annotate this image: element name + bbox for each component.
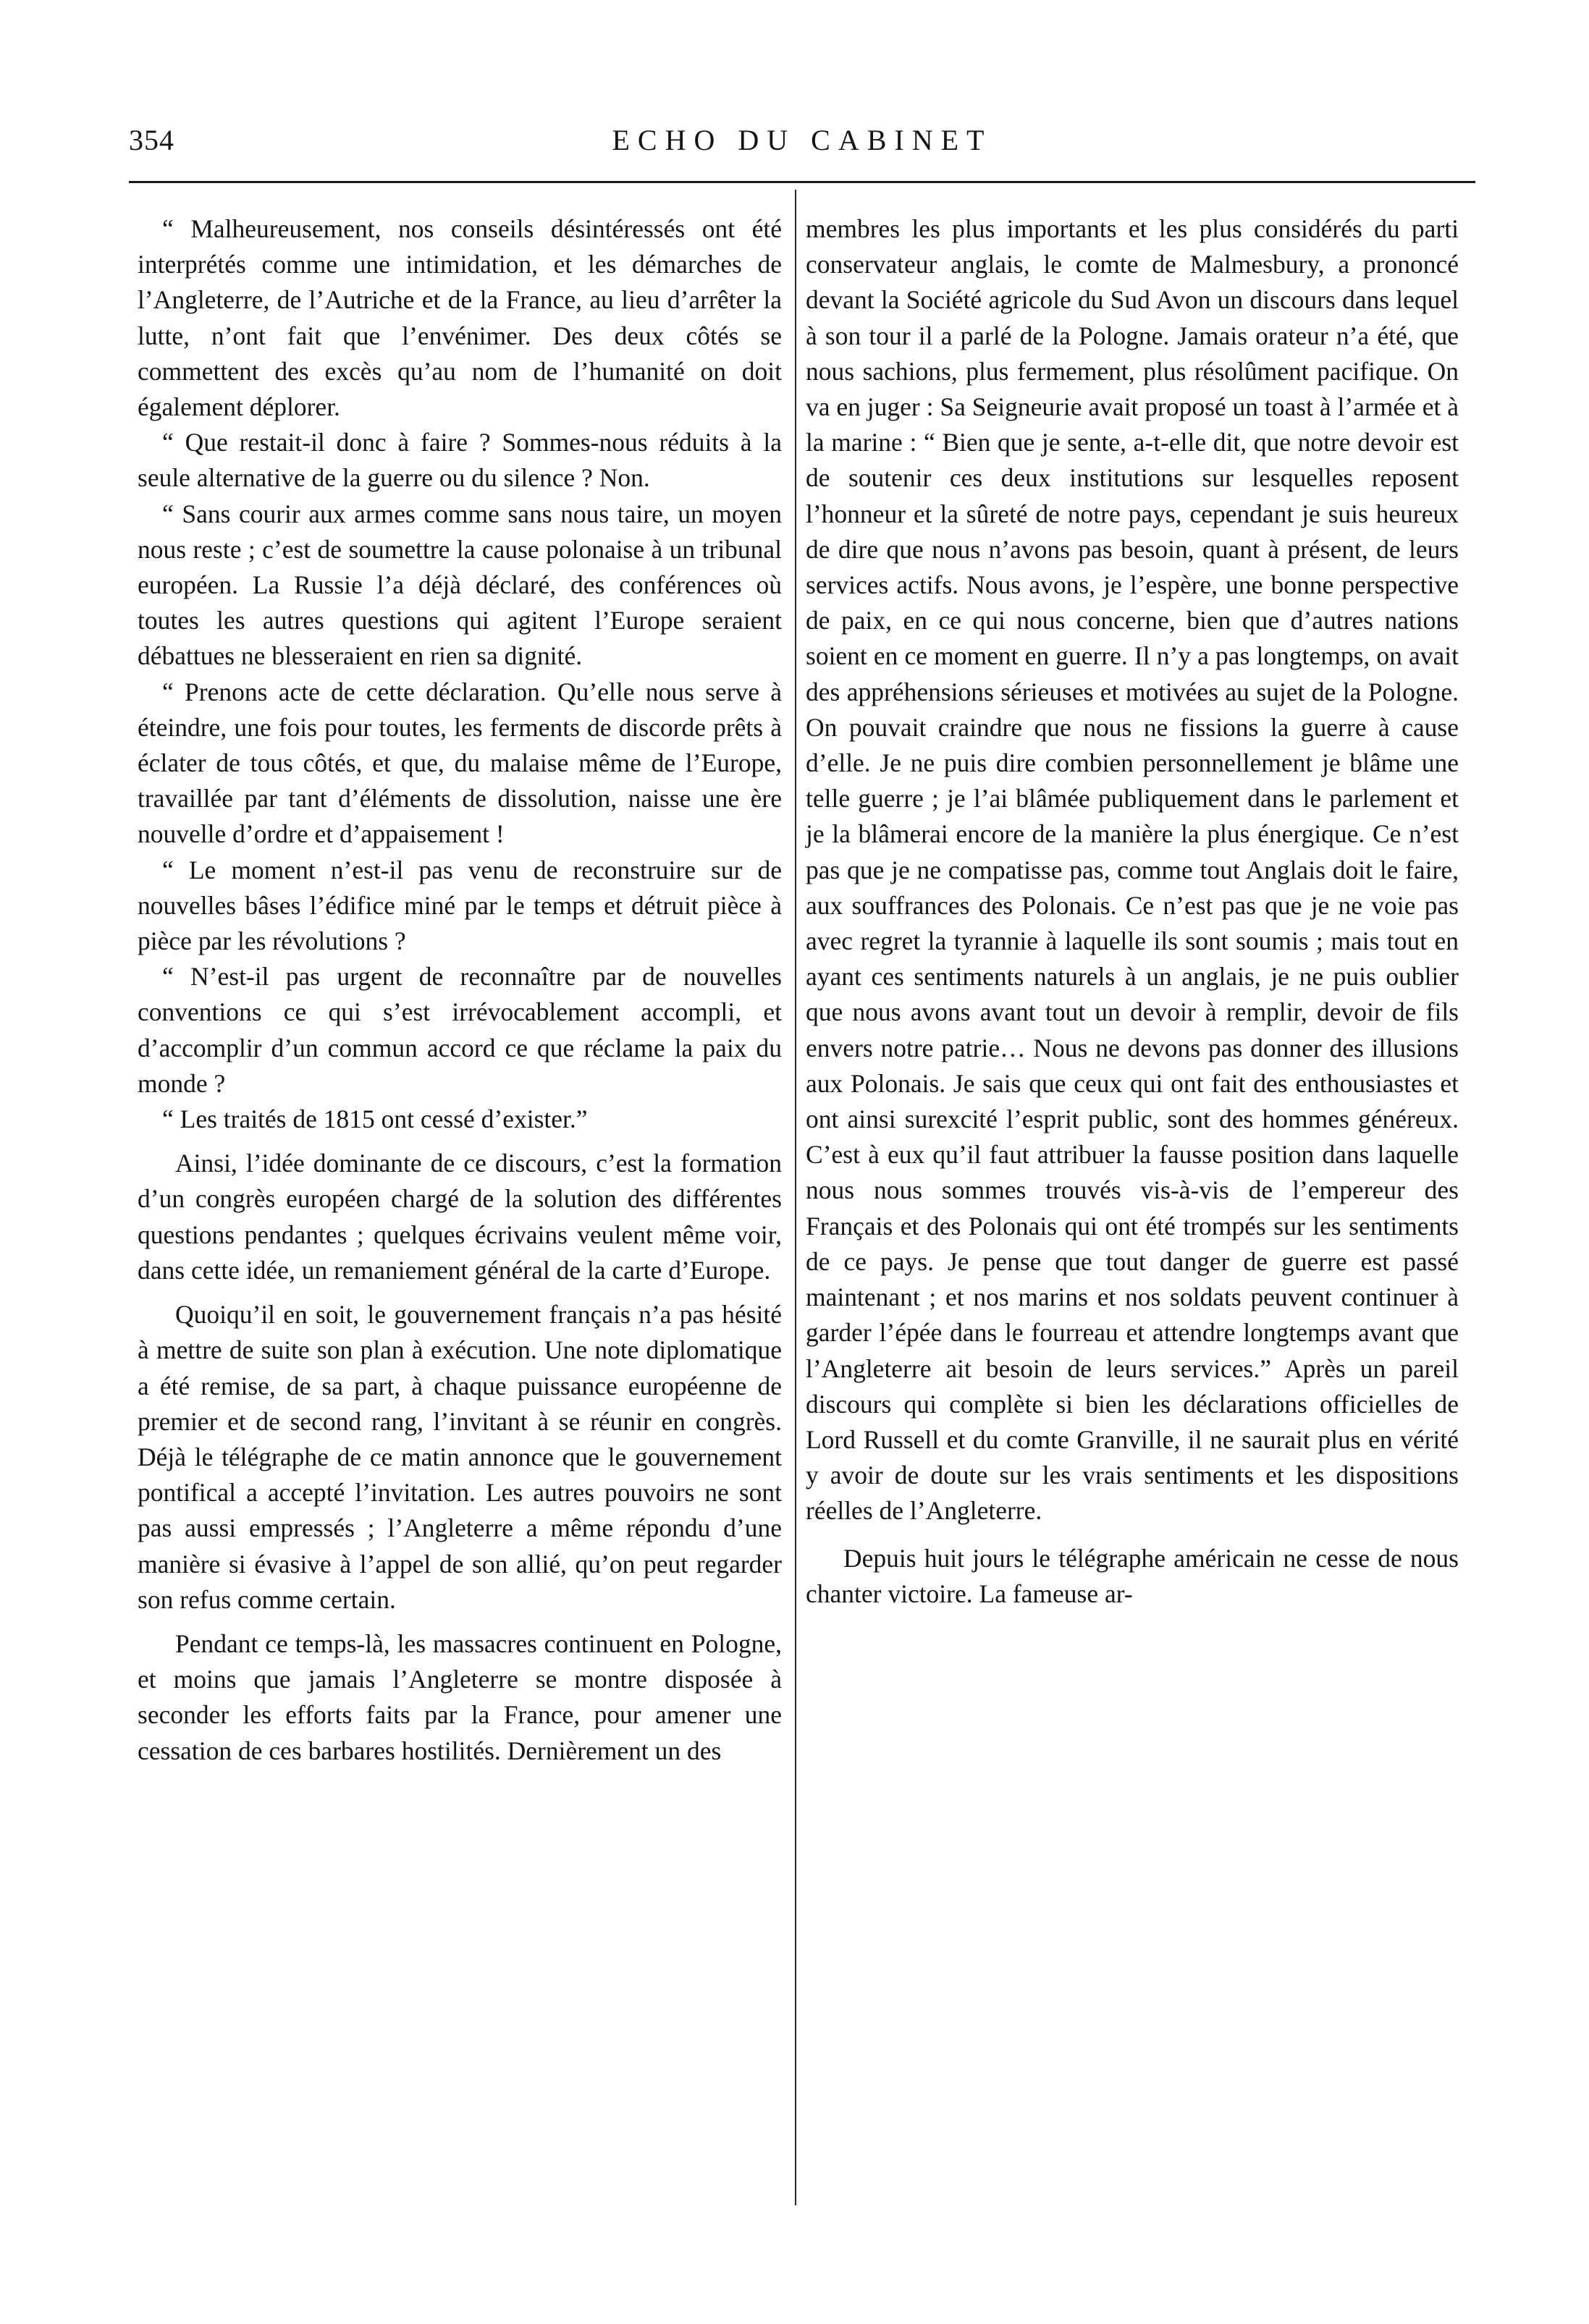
paragraph: “ Malheureusement, nos conseils désintéressés ont été interprétés comme une intimidation, et les démarches de l’Angleterre, de l’Autriche et de la France, au lieu d’arrêter la lutte, n’ont fait que l’envénimer. Des deux côtés se commettent des excès qu’au nom de l’humanité on doit également déplorer.: [138, 214, 782, 422]
header-rule: [129, 181, 1475, 183]
column-divider: [795, 190, 796, 2205]
paragraph: “ Le moment n’est-il pas venu de reconstruire sur de nouvelles bâses l’édifice miné par le temps et détruit pièce à pièce par les révolutions ?: [138, 855, 782, 956]
paragraph: “ N’est-il pas urgent de reconnaître par de nouvelles conventions ce qui s’est irrévocablement accompli, et d’accomplir d’un commun accord ce que réclame la paix du monde ?: [138, 962, 782, 1098]
paragraph: Quoiqu’il en soit, le gouvernement français n’a pas hésité à mettre de suite son plan à exécution. Une note diplomatique a été remise, de sa part, à chaque puissance européenne de premier et de second rang, l’invitant à se réunir en congrès. Déjà le télégraphe de ce matin annonce que le gouvernement pontifical a accepté l’invitation. Les autres pouvoirs ne sont pas aussi empressés ; l’Angleterre a même répondu d’une manière si évasive à l’appel de son allié, qu’on peut regarder son refus comme certain.: [138, 1300, 782, 1614]
paragraph: “ Que restait-il donc à faire ? Sommes-nous réduits à la seule alternative de la guerre ou du silence ? Non.: [138, 428, 782, 493]
page-number: 354: [129, 124, 174, 156]
paragraph: “ Sans courir aux armes comme sans nous taire, un moyen nous reste ; c’est de soumettre la cause polonaise à un tribunal européen. La Russie l’a déjà déclaré, des conférences où toutes les autres questions qui agitent l’Europe seraient débattues ne blesseraient en rien sa dignité.: [138, 499, 782, 671]
paragraph: Ainsi, l’idée dominante de ce discours, c’est la formation d’un congrès européen chargé de la solution des différentes questions pendantes ; quelques écrivains veulent même voir, dans cette idée, un remaniement général de la carte d’Europe.: [138, 1149, 782, 1285]
running-title: ECHO DU CABINET: [612, 124, 992, 156]
left-column: [138, 211, 782, 1769]
paragraph: Depuis huit jours le télégraphe américain ne cesse de nous chanter victoire. La fameuse ar-: [806, 1543, 1459, 1608]
paragraph: “ Prenons acte de cette déclaration. Qu’elle nous serve à éteindre, une fois pour toutes, les ferments de discorde prêts à éclater de tous côtés, et que, du malaise même de l’Europe, travaillée par tant d’éléments de dissolution, naisse une ère nouvelle d’ordre et d’appaisement !: [138, 677, 782, 849]
paragraph: Pendant ce temps-là, les massacres continuent en Pologne, et moins que jamais l’Angleterre se montre disposée à seconder les efforts faits par la France, pour amener une cessation de ces barbares hostilités. Dernièrement un des: [138, 1628, 782, 1765]
paragraph: “ Les traités de 1815 ont cessé d’exister.”: [162, 1104, 588, 1134]
right-column: [806, 211, 1459, 1612]
paragraph: membres les plus importants et les plus considérés du parti conservateur anglais, le comte de Malmesbury, a prononcé devant la Société agricole du Sud Avon un discours dans lequel à son tour il a parlé de la Pologne. Jamais orateur n’a été, que nous sachions, plus fermement, plus résolûment pacifique. On va en juger : Sa Seigneurie avait proposé un toast à l’armée et à la marine : “ Bien que je sente, a-t-elle dit, que notre devoir est de soutenir ces deux institutions sur lesquelles reposent l’honneur et la sûreté de notre pays, cependant je suis heureux de dire que nous n’avons pas besoin, quant à présent, de leurs services actifs. Nous avons, je l’espère, une bonne perspective de paix, en ce qui nous concerne, bien que d’autres nations soient en ce moment en guerre. Il n’y a pas longtemps, on avait des appréhensions sérieuses et motivées au sujet de la Pologne. On pouvait craindre que nous ne fissions la guerre à cause d’elle. Je ne puis dire combien personnellement je blâme une telle guerre ; je l’ai blâmée publiquement dans le parlement et je la blâmerai encore de la manière la plus énergique. Ce n’est pas que je ne compatisse pas, comme tout Anglais doit le faire, aux souffrances des Polonais. Ce n’est pas que je ne voie pas avec regret la tyrannie à laquelle ils sont soumis ; mais tout en ayant ces sentiments naturels à un anglais, je ne puis oublier que nous avons avant tout un devoir à remplir, devoir de fils envers notre patrie… Nous ne devons pas donner des illusions aux Polonais. Je sais que ceux qui ont fait des enthousiastes et ont ainsi surexcité l’esprit public, sont des hommes généreux. C’est à eux qu’il faut attribuer la fausse position dans laquelle nous nous sommes trouvés vis-à-vis de l’empereur des Français et des Polonais qui ont été trompés sur les sentiments de ce pays. Je pense que tout danger de guerre est passé maintenant ; et nos marins et nos soldats peuvent continuer à garder l’épée dans le fourreau et attendre longtemps avant que l’Angleterre ait besoin de leurs services.” Après un pareil discours qui complète si bien les déclarations officielles de Lord Russell et du comte Granville, il ne saurait plus en vérité y avoir de doute sur les vrais sentiments et les dispositions réelles de l’Angleterre.: [806, 214, 1459, 1526]
page-header: [129, 123, 1475, 174]
